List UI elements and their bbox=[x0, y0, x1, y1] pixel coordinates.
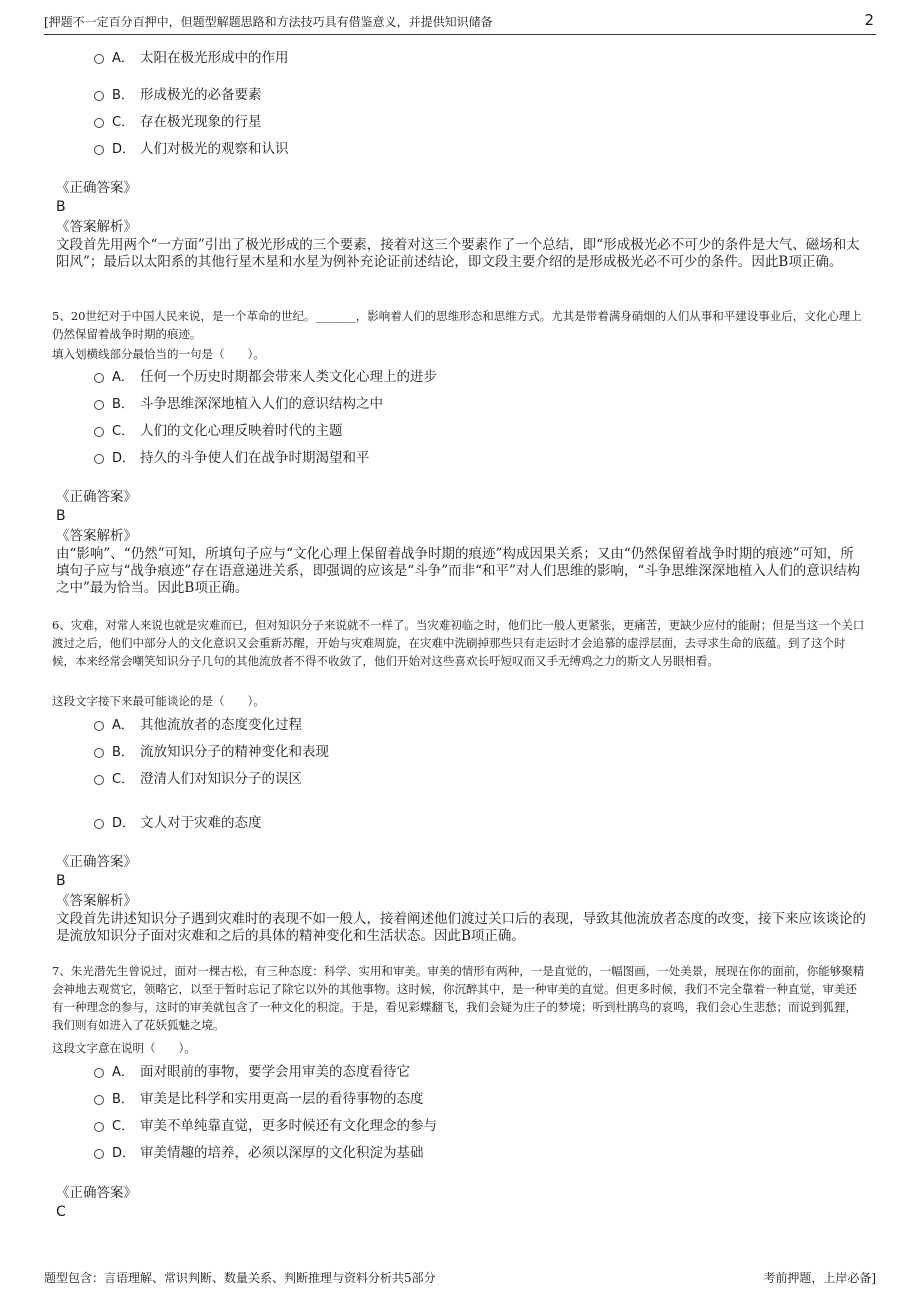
radio-icon[interactable] bbox=[94, 1095, 104, 1105]
q7-stem: 7、朱光潜先生曾说过，面对一棵古松，有三种态度：科学、实用和审美。审美的情形有两种，一是直觉的，一幅图画，一处美景，展现在你的面前，你能够聚精会神地去观赏它，领略它，以至于暂时忘记了除它以外的其他事物。这时候，你沉醉其中，是一种审美的直觉。但更多时候，我们不完全靠着一种直觉，审美还有一种理念的参与，这时的审美就包含了一种文化的积淀。于是，看见彩蝶翻飞，我们会疑为庄子的梦境；听到杜鹃鸟的哀鸣，我们会心生悲愁；而说到狐狸，我们则有如进入了花妖狐魅之境。 bbox=[52, 964, 865, 1032]
footer-slogan: 考前押题，上岸必备] bbox=[763, 1271, 876, 1285]
radio-icon[interactable] bbox=[94, 721, 104, 731]
q6-option-d[interactable]: D． 文人对于灾难的态度 bbox=[94, 813, 262, 833]
q4-option-d[interactable]: D． 人们对极光的观察和认识 bbox=[94, 139, 289, 159]
radio-icon[interactable] bbox=[94, 775, 104, 785]
radio-icon[interactable] bbox=[94, 1149, 104, 1159]
q7-option-b[interactable]: B． 审美是比科学和实用更高一层的看待事物的态度 bbox=[94, 1089, 424, 1109]
q6-option-a[interactable]: A． 其他流放者的态度变化过程 bbox=[94, 715, 302, 735]
q5-analysis: 由“影响”、“仍然”可知，所填句子应与“文化心理上保留着战争时期的痕迹”构成因果关系；又由“仍然保留着战争时期的痕迹”可知，所填句子应与“战争痕迹”存在语意递进关系，即强调的应该是“斗争”而非“和平”对人们思维的影响，“斗争思维深深地植入人们的意识结构之中”最为恰当。因此B项正确。 bbox=[56, 546, 861, 596]
q6-option-c[interactable]: C． 澄清人们对知识分子的误区 bbox=[94, 769, 302, 789]
page-header bbox=[44, 12, 876, 35]
radio-icon[interactable] bbox=[94, 118, 104, 128]
radio-icon[interactable] bbox=[94, 91, 104, 101]
q5-stem: 5、20世纪对于中国人民来说，是一个革命的世纪。_______，影响着人们的思维形态和思维方式。尤其是带着满身硝烟的人们从事和平建设事业后，文化心理上仍然保留着战争时期的痕迹。 bbox=[52, 309, 862, 341]
q7-option-d[interactable]: D． 审美情趣的培养，必须以深厚的文化积淀为基础 bbox=[94, 1143, 424, 1163]
q4-answer: B bbox=[56, 199, 66, 215]
q7-prompt: 这段文字意在说明（ ）。 bbox=[52, 1041, 196, 1055]
q5-analysis-label: 《答案解析》 bbox=[56, 528, 137, 544]
q6-stem: 6、灾难，对常人来说也就是灾难而已，但对知识分子来说就不一样了。当灾难初临之时，他们比一般人更紧张，更痛苦，更缺少应付的能耐；但是当这一个关口渡过之后，他们中部分人的文化意识又会重新苏醒，开始与灾难周旋，在灾难中洗刷掉那些只有走运时才会追慕的虚浮层面，去寻求生命的底蕴。到了这个时候，本来经常会嘲笑知识分子几句的其他流放者不得不收敛了，他们开始对这些喜欢长吁短叹而又手无缚鸡之力的斯文人另眼相看。 bbox=[52, 618, 865, 668]
radio-icon[interactable] bbox=[94, 373, 104, 383]
q5-option-c[interactable]: C． 人们的文化心理反映着时代的主题 bbox=[94, 421, 343, 441]
page-footer bbox=[44, 1268, 876, 1288]
header-note: [押题不一定百分百押中，但题型解题思路和方法技巧具有借鉴意义，并提供知识储备 bbox=[44, 15, 493, 29]
q4-answer-label: 《正确答案》 bbox=[56, 180, 137, 196]
q6-analysis-label: 《答案解析》 bbox=[56, 893, 137, 909]
radio-icon[interactable] bbox=[94, 427, 104, 437]
q7-answer-label: 《正确答案》 bbox=[56, 1185, 137, 1201]
q6-analysis: 文段首先讲述知识分子遇到灾难时的表现不如一般人，接着阐述他们渡过关口后的表现，导致其他流放者态度的改变，接下来应该谈论的是流放知识分子面对灾难和之后的具体的精神变化和生活状态。因此B项正确。 bbox=[56, 911, 866, 944]
q4-analysis-label: 《答案解析》 bbox=[56, 219, 137, 235]
radio-icon[interactable] bbox=[94, 1068, 104, 1078]
footer-note: 题型包含：言语理解、常识判断、数量关系、判断推理与资料分析共5部分 bbox=[44, 1271, 436, 1285]
radio-icon[interactable] bbox=[94, 819, 104, 829]
q4-option-a[interactable]: A． 太阳在极光形成中的作用 bbox=[94, 48, 289, 68]
q6-option-b[interactable]: B． 流放知识分子的精神变化和表现 bbox=[94, 742, 329, 762]
q6-answer-label: 《正确答案》 bbox=[56, 854, 137, 870]
radio-icon[interactable] bbox=[94, 54, 104, 64]
q4-option-c[interactable]: C． 存在极光现象的行星 bbox=[94, 112, 262, 132]
q5-option-a[interactable]: A． 任何一个历史时期都会带来人类文化心理上的进步 bbox=[94, 367, 437, 387]
q4-option-b[interactable]: B． 形成极光的必备要素 bbox=[94, 85, 262, 105]
radio-icon[interactable] bbox=[94, 145, 104, 155]
q6-prompt: 这段文字接下来最可能谈论的是（ ）。 bbox=[52, 694, 265, 708]
q5-prompt: 填入划横线部分最恰当的一句是（ ）。 bbox=[52, 347, 265, 361]
radio-icon[interactable] bbox=[94, 748, 104, 758]
radio-icon[interactable] bbox=[94, 454, 104, 464]
q5-option-b[interactable]: B． 斗争思维深深地植入人们的意识结构之中 bbox=[94, 394, 383, 414]
q5-answer-label: 《正确答案》 bbox=[56, 489, 137, 505]
page-number: 2 bbox=[864, 11, 874, 29]
q7-answer: C bbox=[56, 1204, 66, 1220]
q5-option-d[interactable]: D． 持久的斗争使人们在战争时期渴望和平 bbox=[94, 448, 370, 468]
radio-icon[interactable] bbox=[94, 400, 104, 410]
q5-answer: B bbox=[56, 508, 66, 524]
q7-option-a[interactable]: A． 面对眼前的事物，要学会用审美的态度看待它 bbox=[94, 1062, 410, 1082]
radio-icon[interactable] bbox=[94, 1122, 104, 1132]
q6-answer: B bbox=[56, 873, 66, 889]
q4-analysis: 文段首先用两个“一方面”引出了极光形成的三个要素，接着对这三个要素作了一个总结，即“形成极光必不可少的条件是大气、磁场和太阳风”；最后以太阳系的其他行星木星和水星为例补充论证前述结论，即文段主要介绍的是形成极光必不可少的条件。因此B项正确。 bbox=[56, 237, 860, 270]
q7-option-c[interactable]: C． 审美不单纯靠直觉，更多时候还有文化理念的参与 bbox=[94, 1116, 437, 1136]
